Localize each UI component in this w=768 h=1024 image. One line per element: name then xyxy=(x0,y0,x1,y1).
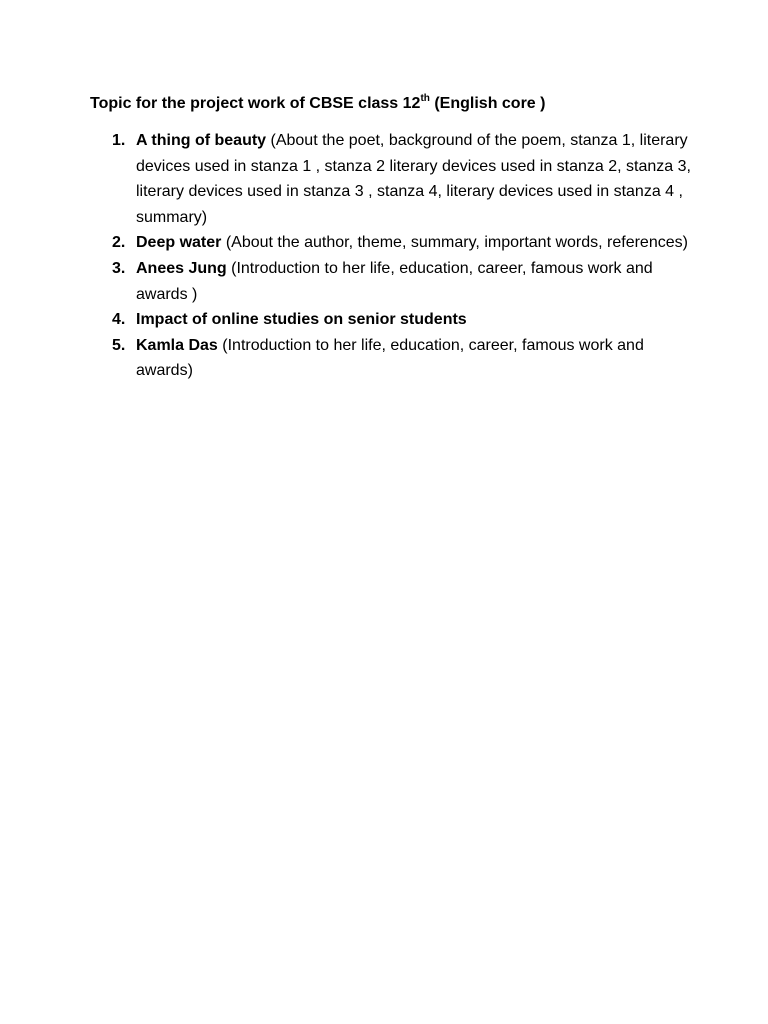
list-item-title: Anees Jung xyxy=(136,259,227,277)
heading-superscript: th xyxy=(420,92,430,104)
list-item xyxy=(112,128,696,230)
list-item-details: (Introduction to her life, education, career, famous work and awards) xyxy=(136,336,644,380)
heading-subject: (English core ) xyxy=(429,95,546,112)
topic-list xyxy=(112,128,696,384)
list-item xyxy=(112,256,696,307)
document-heading xyxy=(90,93,545,115)
list-item-title: Kamla Das xyxy=(136,336,218,354)
list-item-title: Impact of online studies on senior students xyxy=(136,311,467,329)
list-item-number: 2. xyxy=(112,234,126,252)
heading-text: Topic for the project work of CBSE class 12 xyxy=(90,95,421,112)
list-item-number: 1. xyxy=(112,132,126,149)
list-item xyxy=(112,333,696,384)
list-item-number: 5. xyxy=(112,336,126,354)
list-item-title: A thing of beauty xyxy=(136,132,267,149)
list-item xyxy=(112,230,696,256)
list-item-number: 4. xyxy=(112,311,126,329)
list-item-details: (About the author, theme, summary, important words, references) xyxy=(221,234,688,252)
list-item-details: (About the poet, background of the poem, stanza 1, literary devices used in stanza 1 , stanza 2 literary devices used in stanza 2, stanza 3, literary devices used in stanza 3 , stanza 4, literary devices used in stanza 4 , summary) xyxy=(136,132,691,226)
list-item-details: (Introduction to her life, education, career, famous work and awards ) xyxy=(136,259,653,303)
list-item xyxy=(112,307,696,333)
list-item-title: Deep water xyxy=(136,234,222,252)
list-item-number: 3. xyxy=(112,259,126,277)
